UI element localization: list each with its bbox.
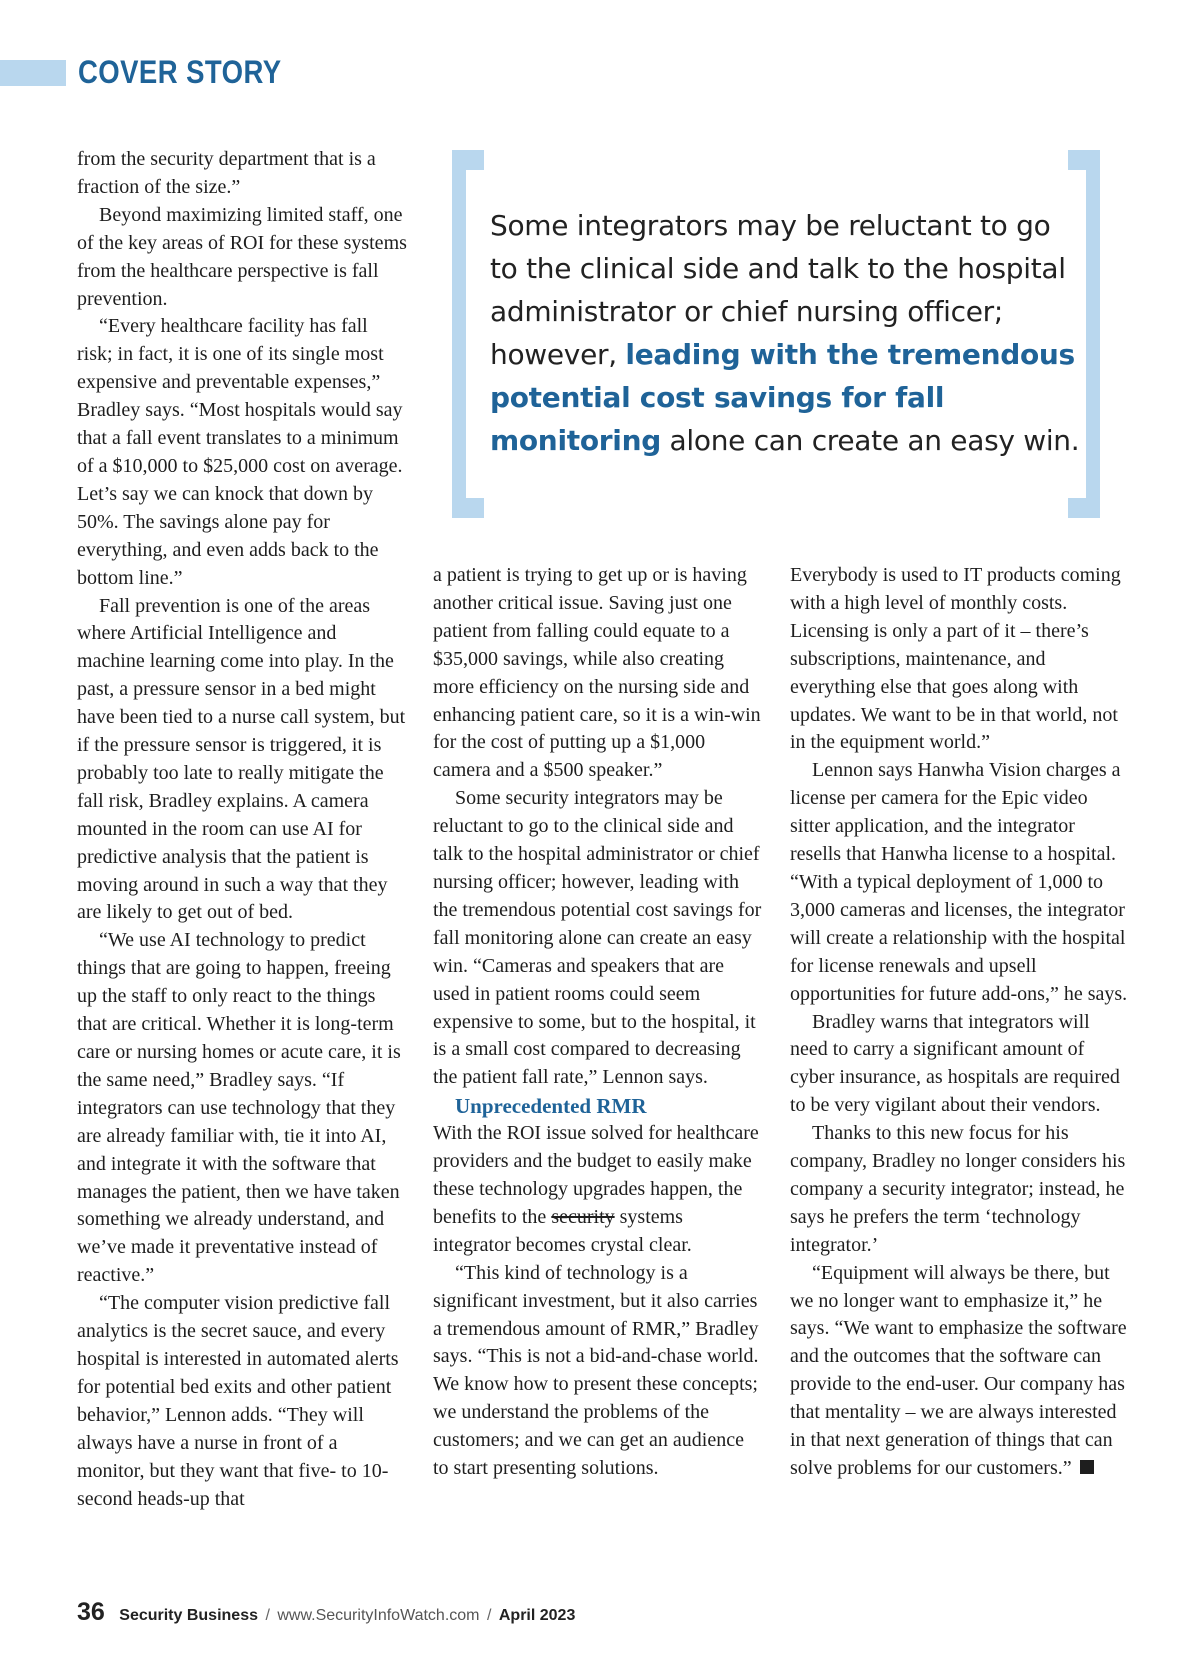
footer-separator: /	[265, 1607, 270, 1624]
section-subhead: Unprecedented RMR	[455, 1094, 647, 1119]
header-accent-bar	[0, 60, 66, 86]
paragraph: Thanks to this new focus for his company, Bradley no longer considers his company a security integrator; instead, he says he prefers the term ‘technology integrator.’	[790, 1122, 1126, 1256]
text-run: “Equipment will always be there, but we no longer want to emphasize it,” he says. “We want to emphasize the software and the outcomes that the software can provide to the end-user. Our company has that mentality – we are always interested in that next generation of things that can solve problems for our customers.”	[790, 1261, 1127, 1479]
paragraph: “Every healthcare facility has fall risk; in fact, it is one of its single most expensive and preventable expenses,” Bradley says. “Most hospitals would say that a fall event translates to a minimum of a $10,000 to $25,000 cost on average. Let’s say we can knock that down by 50%. The savings alone pay for everything, and even adds back to the bottom line.”	[77, 315, 403, 589]
issue-date: April 2023	[498, 1607, 576, 1624]
article-column-2	[433, 562, 763, 1483]
magazine-name: Security Business	[119, 1607, 258, 1624]
paragraph: Beyond maximizing limited staff, one of the key areas of ROI for these systems from the healthcare perspective is fall prevention.	[77, 203, 407, 310]
text-run: With the ROI issue solved for healthcare providers and the budget to easily make these technology upgrades happen, the benefits to the	[433, 1122, 759, 1228]
paragraph	[433, 1120, 763, 1260]
paragraph: “This kind of technology is a significant investment, but it also carries a tremendous amount of RMR,” Bradley says. “This is not a bid-and-chase world. We know how to present these concepts; we understand the problems of the customers; and we can get an audience to start presenting solutions.	[433, 1261, 759, 1480]
paragraph: Fall prevention is one of the areas where Artificial Intelligence and machine learning come into play. In the past, a pressure sensor in a bed might have been tied to a nurse call system, but if the pressure sensor is triggered, it is probably too late to really mitigate the fall risk, Bradley explains. A camera mounted in the room can use AI for predictive analysis that the patient is moving around in such a way that they are likely to get out of bed.	[77, 594, 406, 924]
pullquote-bracket-left	[452, 150, 484, 518]
paragraph: Some security integrators may be reluctant to go to the clinical side and talk to the hospital administrator or chief nursing officer; however, leading with the tremendous potential cost savings for fall monitoring alone can create an easy win. “Cameras and speakers that are used in patient rooms could seem expensive to some, but to the hospital, it is a small cost compared to decreasing the patient fall rate,” Lennon says.	[433, 787, 762, 1089]
paragraph: a patient is trying to get up or is having another critical issue. Saving just one patient from falling could equate to a $35,000 savings, while also creating more efficiency on the nursing side and enhancing patient care, so it is a win-win for the cost of putting up a $1,000 camera and a $500 speaker.”	[433, 564, 761, 782]
article-column-1	[77, 146, 407, 1513]
struck-word: security	[551, 1205, 615, 1228]
paragraph	[790, 1260, 1130, 1483]
paragraph: “We use AI technology to predict things that are going to happen, freeing up the staff to only react to the things that are critical. Whether it is long-term care or nursing homes or acute care, it is the same need,” Bradley says. “If integrators can use technology that they are already familiar with, tie it into AI, and integrate it with the software that manages the patient, then we have taken something we already understand, and we’ve made it preventative instead of reactive.”	[77, 929, 401, 1287]
section-label: COVER STORY	[78, 54, 282, 90]
paragraph: from the security department that is a fraction of the size.”	[77, 148, 376, 198]
article-column-3	[790, 562, 1130, 1483]
paragraph: Bradley warns that integrators will need to carry a significant amount of cyber insurance, as hospitals are required to be very vigilant about their vendors.	[790, 1010, 1120, 1117]
pullquote	[490, 204, 1080, 462]
page-number: 36	[77, 1598, 105, 1626]
paragraph: Everybody is used to IT products coming with a high level of monthly costs. Licensing is only a part of it – there’s subscriptions, maintenance, and everything else that goes along with updates. We want to be in that world, not in the equipment world.”	[790, 564, 1121, 754]
paragraph: Lennon says Hanwha Vision charges a license per camera for the Epic video sitter application, and the integrator resells that Hanwha license to a hospital. “With a typical deployment of 1,000 to 3,000 cameras and licenses, the integrator will create a relationship with the hospital for license renewals and upsell opportunities for future add-ons,” he says.	[790, 759, 1128, 1005]
pullquote-highlight: leading with the tremendous potential cost savings for fall monitoring	[490, 338, 1075, 457]
pullquote-text: Some integrators may be reluctant to go to the clinical side and talk to the hospital administrator or chief nursing officer; however,	[490, 209, 1066, 371]
footer-separator: /	[486, 1607, 492, 1624]
pullquote-text-end: alone can create an easy win.	[660, 424, 1080, 457]
page-footer	[77, 1598, 575, 1627]
end-mark-icon	[1080, 1460, 1094, 1474]
paragraph: “The computer vision predictive fall analytics is the secret sauce, and every hospital is interested in automated alerts for potential bed exits and other patient behavior,” Lennon adds. “They will always have a nurse in front of a monitor, but they want that five- to 10-second heads-up that	[77, 1292, 399, 1510]
text-run: systems integrator becomes crystal clear.	[433, 1205, 692, 1256]
website-url: www.SecurityInfoWatch.com	[277, 1607, 480, 1624]
